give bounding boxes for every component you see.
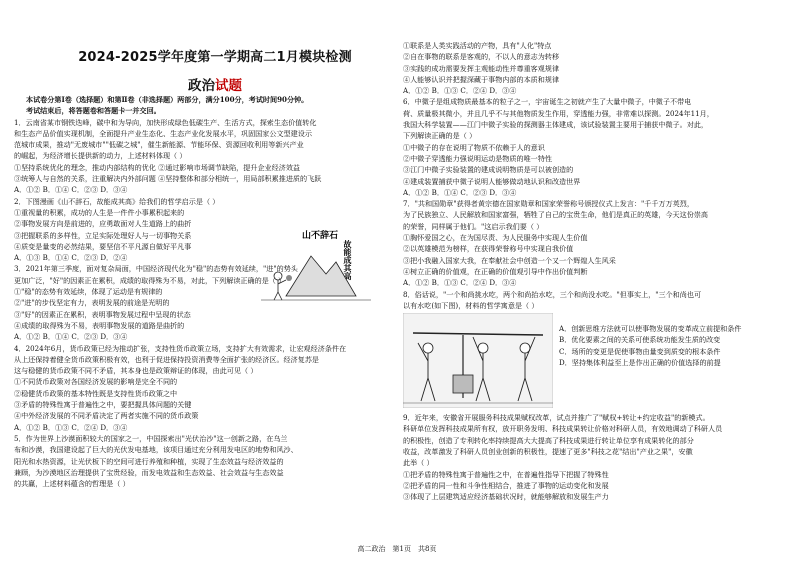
right-question-line: ④人能够认识并把握深藏于事物内部的本质和规律: [403, 74, 560, 84]
right-question-line: ④建成装置捕获中微子说明人能够做动地认识和改造世界: [403, 176, 581, 186]
left-question-line: ③统筹人与自然的关系，注重解决内外部问题 ④坚持整体和部分相统一，用局部积累推进质的飞跃: [14, 174, 322, 184]
cartoon-caption-right: 故能成其高: [343, 240, 353, 280]
right-question-line: ④树立正确的价值观，在正确的价值观引导中作出价值判断: [403, 266, 588, 276]
left-question-line: 范城市成果，推动"无废城市""低碳之城"，催生新能源、节能环保、资源回收利用等新兴产业: [14, 140, 304, 150]
right-question-line: 6．中微子是组成物质最基本的粒子之一，宇宙诞生之初就产生了大量中微子，中微子不带电: [403, 97, 692, 107]
right-question-2-line: 科研单位发挥科技成果所有权，放开职务发明、科技成果转让价格对科研人员，有效地调动了科研人员: [403, 424, 723, 434]
left-question-line: ③"好"的因素正在累积，表明事物发展过程中呈现的状态: [14, 309, 191, 319]
left-question-line: 2．下图漫画《山不辞石，故能成其高》给我们的哲学启示是（ ）: [14, 196, 220, 206]
right-question-line: 我国大科学装置——江门中微子实验的探测器主体建成，该试验装置主要用于捕获中微子。对此，: [403, 120, 709, 130]
right-question-line: ②中微子穿透能力强说明运动是物质的唯一特性: [403, 153, 552, 163]
left-question-line: ①重视量的积累，成功的人生是一件件小事累积起来的: [14, 207, 185, 217]
exam-title: 2024-2025学年度第一学期高二1月模块检测: [78, 50, 352, 65]
left-question-line: 1．云南省某市钢铁迭峰，碳中和为导向，加快形成绿色低碳生产、生活方式，探索生态价值转化: [14, 117, 317, 127]
right-question-line: ①中微子的存在说明了物质不依赖于人的意识: [403, 142, 545, 152]
right-question-line: 8．俗话说，"一个和尚挑水吃，两个和尚抬水吃，三个和尚没水吃。"但事实上，"三个和尚也可: [403, 289, 702, 299]
right-question-line: ①胸怀爱国之心，在为国尽责、为人民服务中实现人生价值: [403, 233, 588, 243]
q8-option-line: B．优化要素之间的关系可使系统功能发生质的改变: [559, 335, 721, 345]
left-question-line: ③矛盾的特殊性寓于普遍性之中，要把握具体问题的关键: [14, 400, 192, 410]
right-question-line: 的荣誉，同样属于他们。"这启示我们要（ ）: [403, 221, 544, 231]
intro-line-2: 考试结束后，将答题卷和答题卡一并交回。: [26, 106, 161, 116]
left-question-line: A．①③ B．①④ C．②③ D．②④: [14, 253, 128, 263]
right-question-line: 下列解读正确的是（ ）: [403, 131, 477, 141]
left-question-line: 布和沙漠，我国建设起了巨大的光伏发电基地，该项目通过充分利用发电区的地势和风沙、: [14, 445, 298, 455]
right-question-line: ③实践的成功需要发挥主观能动性并尊重客观规律: [403, 63, 560, 73]
left-question-line: A．①② B．①③ C．②④ D．③④: [14, 422, 128, 432]
q8-option-line: A．创新思维方法就可以使事物发展的变革成立前提和条件: [559, 324, 742, 334]
left-question-line: 3．2021年第三季度，面对复杂局面，中国经济现代化为"稳"的态势有效延续，"进"的势头: [14, 264, 298, 274]
left-question-line: ②稳健货币政策的基本特性既是支持性货币政策之中: [14, 388, 178, 398]
left-question-line: ①不同货币政策对各国经济发展的影响是完全不同的: [14, 377, 178, 387]
left-question-line: 阳光和水热资源，让光伏板下的空间可进行养殖和种植，实现了生态效益与经济效益的: [14, 456, 284, 466]
right-question-line: ②自在事物的联系是客观的，不以人的意志为转移: [403, 52, 560, 62]
right-question-line: A．①② B．①③ C．②④ D．③④: [403, 86, 517, 96]
left-question-line: 更加广泛，"好"的因素正在累积，成绩的取得殊为不易，对此，下列解读正确的是（ ）: [14, 275, 286, 285]
q8-option-line: D．坚持集体利益至上是作出正确的价值选择的前提: [559, 358, 721, 368]
right-question-2-line: 收益，改革激发了科研人员创业创新的积极性，提速了更多"科技之花"结出"产业之果"，安徽: [403, 447, 693, 457]
right-question-2-line: 此举（ ）: [403, 458, 434, 468]
left-question-line: ①坚持系统优化的理念，推动内部结构的优化 ②通过影响市场调节缺陷，提升企业经济效益: [14, 162, 301, 172]
left-question-line: ④中外经济发展的不同矛盾决定了两者实施不同的货币政策: [14, 411, 199, 421]
monk-1-head: [423, 343, 433, 353]
right-question-lines: [403, 40, 778, 311]
left-question-line: 4．2024年6月，货币政策已经为推动扩张，支持性货币政策立场，支持扩大有效需求，让宏观经济条件在: [14, 343, 347, 353]
water-bucket-icon: [453, 375, 473, 393]
subject-black: 政治: [188, 78, 215, 94]
right-question-line: 为了民族独立、人民解放和国家富强，牺牲了自己的宝贵生命，他们是真正的英雄，今天这份崇高: [403, 210, 709, 220]
intro-line-1: 本试卷分第Ⅰ卷（选择题）和第Ⅱ卷（非选择题）两部分，满分100分，考试时间90分钟。: [26, 95, 309, 104]
left-question-line: 这与稳健的货币政策不同不矛盾，其本身也是政策辩证的体现，由此可见（ ）: [14, 366, 258, 376]
right-column: [403, 40, 778, 503]
q8-options: [559, 323, 778, 368]
cartoon-mountain: [256, 226, 376, 306]
left-question-line: ②事物发展方向是前进的，应勇敢面对人生道路上的曲折: [14, 219, 192, 229]
left-question-line: ④成绩的取得殊为不易，表明事物发展的道路是曲折的: [14, 320, 185, 330]
right-question-line: 7．"共和国勋章"获得者黄宗德在国家勋章和国家荣誉称号颁授仪式上发言："千千万万英烈，: [403, 199, 694, 209]
right-question-2-line: ②把矛盾的同一性和斗争性相结合，推进了事物的运动变化和发展: [403, 480, 609, 490]
left-question-line: A．①② B．①④ C．②③ D．③④: [14, 332, 128, 342]
right-question-line: ③江门中微子实验装置的建成说明物质是可以被创造的: [403, 165, 574, 175]
left-question-line: ①"稳"的态势有效延续，体现了运动是有规律的: [14, 287, 163, 297]
left-question-line: 的共赢，上述材料蕴含的哲理是（ ）: [14, 479, 130, 489]
left-question-line: ③把握联系的多样性，立足实际处理好人与一切事物关系: [14, 230, 192, 240]
left-question-line: 和生态产品价值实现机制，全面提升产业生态化、生态产业化发展水平，巩固国家公文型建设示: [14, 128, 312, 138]
right-question-line: ②以英雄模范为榜样，在获得荣誉称号中实现自我价值: [403, 244, 574, 254]
page-footer: 高二政治 第1页 共8页: [357, 545, 437, 553]
right-question-line: A．①② B．①④ C．②③ D．③④: [403, 187, 517, 197]
subject-red: 试题: [215, 78, 242, 94]
cartoon-three-monks: [403, 313, 553, 408]
right-question-line: 以有水吃(如下图)，材料的哲学寓意是（ ）: [403, 300, 539, 310]
right-question-line: 荷、质量极其微小，并且几乎不与其他物质发生作用，穿透能力强，非常难以探测。2024年11月，: [403, 108, 714, 118]
stone-icon: [286, 275, 292, 281]
right-question-line: ③把小我融入国家大我，在奉献社会中创造一个又一个辉煌人生风采: [403, 255, 616, 265]
left-question-line: 兼顾，为沙漠地区治理提供了宝贵经验，而发电效益和生态效益、社会效益与生态效益: [14, 467, 284, 477]
left-question-line: A．①② B．①④ C．②③ D．③④: [14, 185, 128, 195]
person-body: [274, 280, 286, 300]
left-question-line: 从上还保持着健全货币政策积极有效，也利于促进保持投资消费等全面扩张的经济区。经济复苏是: [14, 354, 320, 364]
left-question-line: 的崛起，为经济增长提供新的动力，上述材料体现（ ）: [14, 151, 187, 161]
right-question-2-line: 的积极性，创造了专利转化率持续提高大大提高了科技成果进行转让单位享有成果转化的部分: [403, 435, 694, 445]
exam-subject: [60, 74, 370, 94]
q8-option-line: C．场所的变更是促使事物由量变到质变的根本条件: [559, 346, 721, 356]
person-head: [274, 272, 282, 280]
right-question-line: ①联系是人类实践活动的产物，具有"人化"特点: [403, 41, 552, 50]
right-question-2-line: ①把矛盾的特殊性寓于普遍性之中，在普遍性指导下把握了特殊性: [403, 469, 609, 479]
right-question-line: A．①② B．①③ C．②④ D．③④: [403, 278, 517, 288]
left-question-line: ②"进"的步伐坚定有力，表明发展的前途是光明的: [14, 298, 170, 308]
left-question-line: 5．作为世界上沙漠面积较大的国家之一，中国探索出"光伏治沙"这一创新之路，在乌兰: [14, 433, 288, 443]
right-question-2-line: ③体现了上层建筑适应经济基础状况时，就能够解放和发展生产力: [403, 492, 609, 502]
right-question-lines-2: [403, 412, 778, 502]
left-question-line: ④质变是量变的必然结果，要坚信不平凡源自做好平凡事: [14, 241, 192, 251]
cartoon-caption-top: 山不辞石: [302, 231, 339, 241]
right-question-2-line: 9．近年来，安徽省开展服务科技成果赋权改革，试点并推广了"赋权+转让+约定收益"的新模式。: [403, 413, 710, 423]
